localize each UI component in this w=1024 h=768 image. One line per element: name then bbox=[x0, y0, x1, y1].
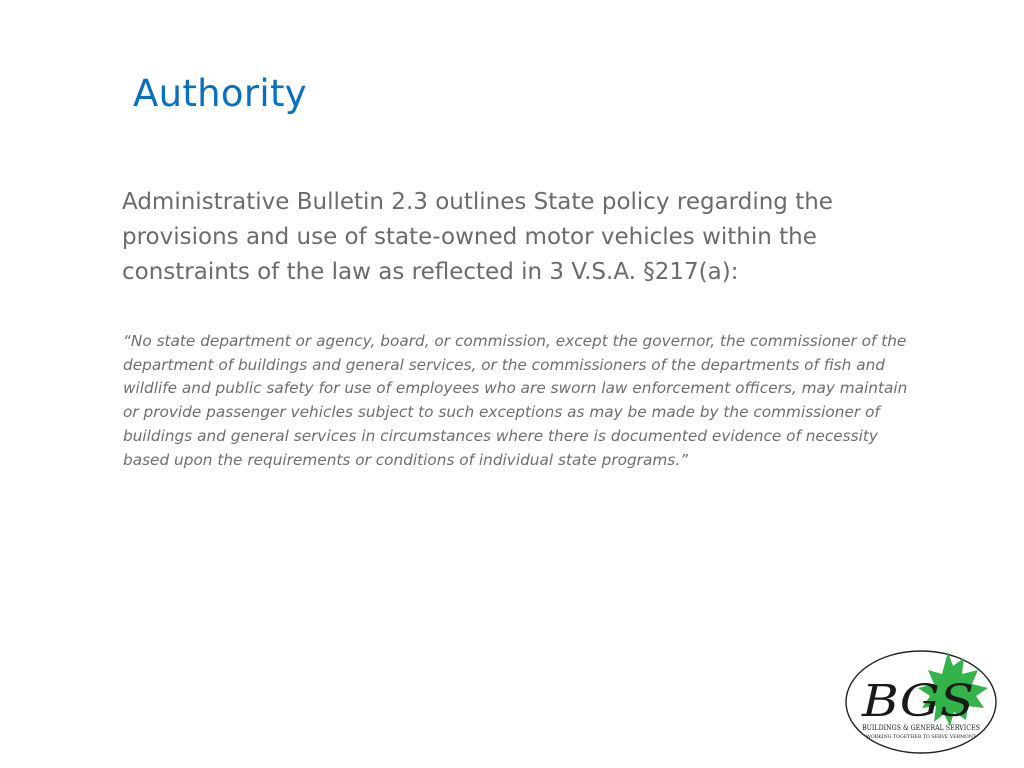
logo-name: BUILDINGS & GENERAL SERVICES bbox=[862, 724, 981, 732]
intro-paragraph: Administrative Bulletin 2.3 outlines State policy regarding the provisions and use of state-owned motor vehicles within the constraints of the law as reflected in 3 V.S.A. §217(a): bbox=[122, 189, 833, 285]
statute-quote: “No state department or agency, board, or commission, except the governor, the commissioner of the department of buildings and general services, or the commissioners of the departments of fish and wildlife and public safety for use of employees who are sworn law enforcement officers, may maintain or provide passenger vehicles subject to such exceptions as may be made by the commissioner of buildings and general services in circumstances where there is documented evidence of necessity based upon the requirements or conditions of individual state programs.” bbox=[123, 332, 908, 469]
bgs-logo bbox=[842, 644, 1000, 756]
logo-tagline: WORKING TOGETHER TO SERVE VERMONT bbox=[866, 734, 977, 740]
logo-initials: BGS bbox=[860, 676, 974, 727]
slide-title: Authority bbox=[133, 72, 307, 115]
